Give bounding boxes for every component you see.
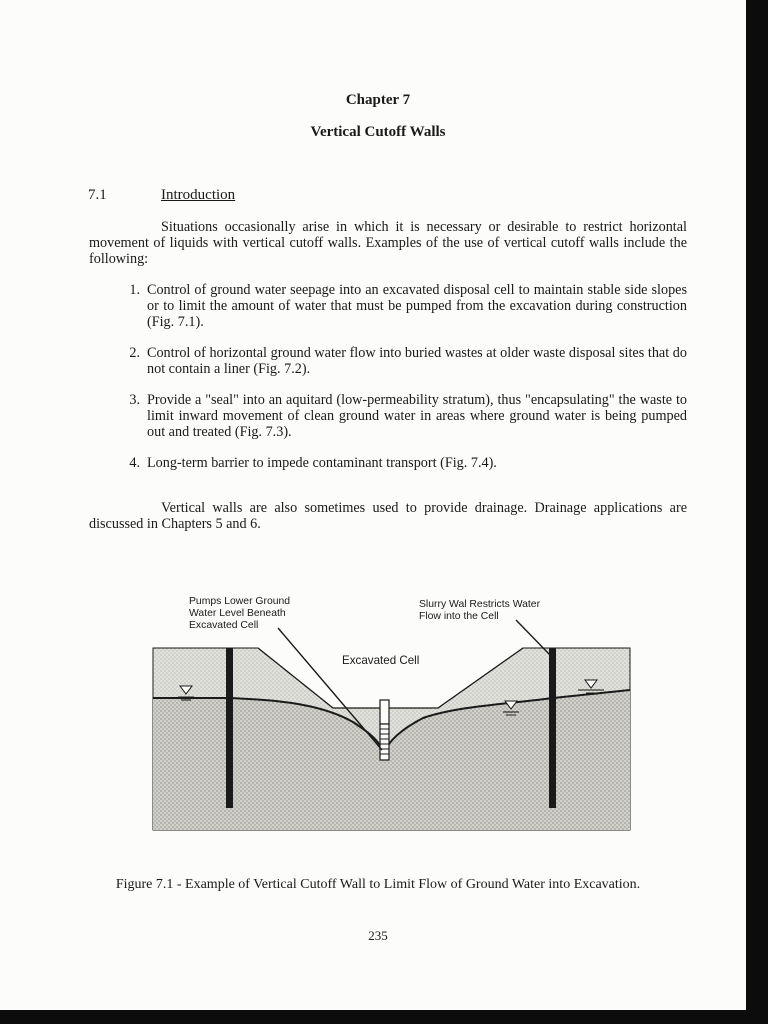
- chapter-number: Chapter 7: [345, 92, 411, 108]
- list-item-text: Control of horizontal ground water flow into buried wastes at older waste disposal sites that do not contain a liner (Fig. 7.2).: [147, 345, 687, 377]
- page-number: 235: [368, 928, 388, 943]
- figure-7-1-diagram: [148, 590, 638, 840]
- figure-caption: Figure 7.1 - Example of Vertical Cutoff Wall to Limit Flow of Ground Water into Excavation.: [115, 877, 641, 892]
- list-item: [89, 282, 687, 330]
- cutoff-wall-left: [226, 648, 233, 808]
- list-item: [89, 345, 687, 377]
- scan-border-right: [746, 0, 768, 1024]
- list-item-number: 2.: [129, 345, 140, 361]
- pump-well-casing: [380, 700, 389, 724]
- chapter-title: Vertical Cutoff Walls: [310, 124, 446, 140]
- list-item: [89, 455, 687, 471]
- list-item-number: 3.: [129, 392, 140, 408]
- excavated-cell-label: Excavated Cell: [342, 654, 420, 667]
- intro-paragraph: Situations occasionally arise in which it is necessary or desirable to restrict horizontal movement of liquids with vertical cutoff walls. Examples of the use of vertical cutoff walls include the following:: [89, 219, 687, 267]
- closing-paragraph: Vertical walls are also sometimes used to provide drainage. Drainage applications are discussed in Chapters 5 and 6.: [89, 500, 687, 532]
- scan-border-bottom: [0, 1010, 768, 1024]
- list-item-text: Control of ground water seepage into an excavated disposal cell to maintain stable side slopes or to limit the amount of water that must be pumped from the excavation during construction (Fig. 7.1).: [147, 282, 687, 330]
- list-item-number: 1.: [129, 282, 140, 298]
- section-number: 7.1: [88, 187, 107, 203]
- pump-label-line-3: Excavated Cell: [189, 620, 259, 631]
- wall-label-line-1: Slurry Wal Restricts Water: [419, 599, 541, 610]
- section-title: Introduction: [161, 187, 236, 203]
- list-item: [89, 392, 687, 440]
- list-item-text: Long-term barrier to impede contaminant transport (Fig. 7.4).: [147, 455, 497, 471]
- list-item-text: Provide a "seal" into an aquitard (low-permeability stratum), thus "encapsulating" the waste to limit inward movement of clean ground water in areas where ground water is being pumped out and treated (Fig. 7.3).: [147, 392, 687, 440]
- pump-label-line-2: Water Level Beneath: [189, 608, 286, 619]
- pump-label-line-1: Pumps Lower Ground: [189, 596, 291, 607]
- list-item-number: 4.: [129, 455, 140, 471]
- wall-label-line-2: Flow into the Cell: [419, 611, 499, 622]
- cutoff-wall-right: [549, 648, 556, 808]
